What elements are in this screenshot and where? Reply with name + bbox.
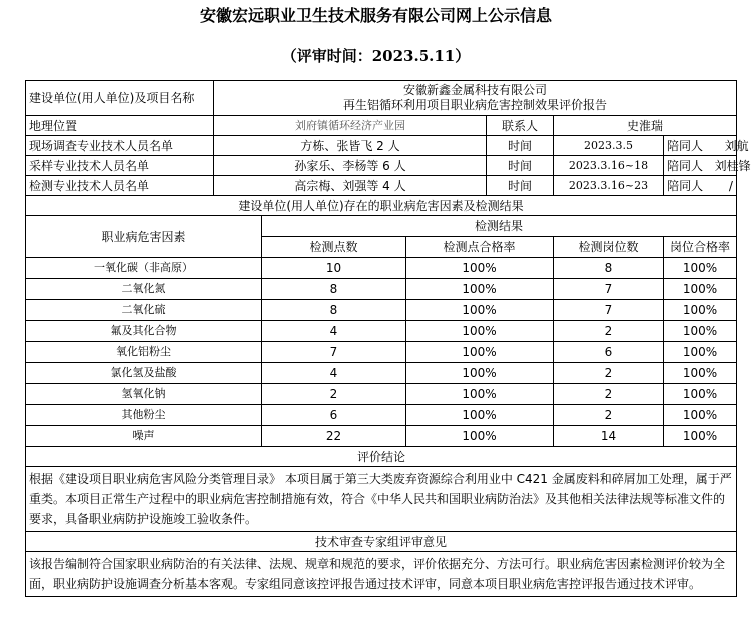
testing-companion-value: /: [728, 178, 733, 193]
conclusion-title: 评价结论: [26, 447, 737, 467]
testing-companion-label: 陪同人: [667, 178, 704, 193]
unit-project-cell: [214, 81, 737, 116]
hazard-factor: 氟及其化合物: [26, 321, 262, 342]
testing-time-label: 时间: [487, 176, 554, 196]
expert-title-row: [26, 532, 737, 552]
sampling-time: 2023.3.16~18: [554, 156, 664, 176]
survey-time: 2023.3.5: [554, 136, 664, 156]
hazard-point-rate: 100%: [406, 300, 554, 321]
hazards-section-title: 建设单位(用人单位)存在的职业病危害因素及检测结果: [26, 196, 737, 216]
hazard-points: 8: [262, 300, 406, 321]
sampling-staff: 孙家乐、李杨等 6 人: [214, 156, 487, 176]
survey-label: 现场调查专业技术人员名单: [26, 136, 214, 156]
unit-row: [26, 81, 737, 116]
col-point-rate-header: 检测点合格率: [406, 237, 554, 258]
hazard-post-rate: 100%: [664, 321, 737, 342]
hazard-posts: 2: [554, 363, 664, 384]
survey-row: [26, 136, 737, 156]
hazard-points: 4: [262, 363, 406, 384]
hazard-row: [26, 300, 737, 321]
sampling-companion: [664, 156, 751, 176]
testing-companion: [664, 176, 737, 196]
review-time: （评审时间：2023.5.11）: [281, 47, 471, 65]
hazard-points: 7: [262, 342, 406, 363]
unit-label: 建设单位(用人单位)及项目名称: [26, 81, 214, 116]
hazard-row: [26, 363, 737, 384]
hazard-row: [26, 426, 737, 447]
expert-text: 该报告编制符合国家职业病防治的有关法律、法规、规章和规范的要求，评价依据充分、方法可行。职业病危害因素检测评价较为全面，职业病防护设施调查分析基本客观。专家组同意该控评报告通过技术评审，同意本项目职业病危害控评报告通过技术评审。: [26, 552, 737, 597]
hazard-posts: 7: [554, 279, 664, 300]
hazard-point-rate: 100%: [406, 384, 554, 405]
conclusion-text: 根据《建设项目职业病危害风险分类管理目录》 本项目属于第三大类废弃资源综合利用业中 C421 金属废料和碎屑加工处理，属于严重类。本项目正常生产过程中的职业病危害控制措施有效，符合《中华人民共和国职业病防治法》及其他相关法律法规等标准文件的要求，具备职业病防护设施竣工验收条件。: [26, 467, 737, 532]
hazard-posts: 6: [554, 342, 664, 363]
expert-title: 技术审查专家组评审意见: [26, 532, 737, 552]
testing-staff: 高宗梅、刘强等 4 人: [214, 176, 487, 196]
factor-header: 职业病危害因素: [26, 216, 262, 258]
hazard-posts: 2: [554, 321, 664, 342]
conclusion-title-row: [26, 447, 737, 467]
hazard-row: [26, 321, 737, 342]
hazard-point-rate: 100%: [406, 321, 554, 342]
unit-name: 安徽新鑫金属科技有限公司: [403, 83, 548, 97]
testing-row: [26, 176, 737, 196]
location-label: 地理位置: [26, 116, 214, 136]
col-post-rate-header: 岗位合格率: [664, 237, 737, 258]
hazard-row: [26, 342, 737, 363]
hazard-point-rate: 100%: [406, 342, 554, 363]
sampling-companion-value: 刘桂锋: [714, 158, 751, 173]
survey-companion: [664, 136, 749, 156]
hazard-factor: 氢氧化钠: [26, 384, 262, 405]
hazard-points: 10: [262, 258, 406, 279]
hazard-point-rate: 100%: [406, 405, 554, 426]
hazard-factor: 氧化铝粉尘: [26, 342, 262, 363]
hazard-points: 22: [262, 426, 406, 447]
location-value: 刘府镇循环经济产业园: [214, 116, 487, 136]
hazard-points: 6: [262, 405, 406, 426]
contact-value: 史淮瑞: [554, 116, 737, 136]
page-title: 安徽宏远职业卫生技术服务有限公司网上公示信息: [199, 6, 552, 25]
hazard-point-rate: 100%: [406, 426, 554, 447]
hazard-post-rate: 100%: [664, 384, 737, 405]
hazard-factor: 氯化氢及盐酸: [26, 363, 262, 384]
hazard-post-rate: 100%: [664, 258, 737, 279]
project-name: 再生铝循环利用项目职业病危害控制效果评价报告: [343, 98, 608, 112]
hazard-posts: 2: [554, 405, 664, 426]
hazard-factor: 二氧化氮: [26, 279, 262, 300]
disclosure-table: [25, 80, 751, 597]
location-row: [26, 116, 737, 136]
survey-companion-value: 刘航: [724, 138, 749, 153]
testing-time: 2023.3.16~23: [554, 176, 664, 196]
hazard-row: [26, 279, 737, 300]
hazard-point-rate: 100%: [406, 279, 554, 300]
hazard-posts: 7: [554, 300, 664, 321]
results-header: 检测结果: [262, 216, 737, 237]
hazard-row: [26, 384, 737, 405]
contact-label: 联系人: [487, 116, 554, 136]
hazard-row: [26, 405, 737, 426]
expert-text-row: [26, 552, 737, 597]
hazard-post-rate: 100%: [664, 426, 737, 447]
sampling-row: [26, 156, 737, 176]
survey-companion-label: 陪同人: [667, 138, 704, 153]
hazard-post-rate: 100%: [664, 300, 737, 321]
hazard-post-rate: 100%: [664, 279, 737, 300]
testing-label: 检测专业技术人员名单: [26, 176, 214, 196]
hazard-posts: 2: [554, 384, 664, 405]
hazard-row: [26, 258, 737, 279]
hazard-post-rate: 100%: [664, 405, 737, 426]
hazard-point-rate: 100%: [406, 258, 554, 279]
sampling-time-label: 时间: [487, 156, 554, 176]
hazard-factor: 二氧化硫: [26, 300, 262, 321]
sampling-label: 采样专业技术人员名单: [26, 156, 214, 176]
hazard-factor: 噪声: [26, 426, 262, 447]
hazard-post-rate: 100%: [664, 342, 737, 363]
hazard-point-rate: 100%: [406, 363, 554, 384]
hazard-points: 2: [262, 384, 406, 405]
hazards-header-row-1: [26, 216, 737, 237]
hazard-factor: 一氧化碳（非高原）: [26, 258, 262, 279]
hazard-points: 4: [262, 321, 406, 342]
sampling-companion-label: 陪同人: [667, 158, 704, 173]
survey-time-label: 时间: [487, 136, 554, 156]
survey-staff: 方栋、张皆飞 2 人: [214, 136, 487, 156]
col-posts-header: 检测岗位数: [554, 237, 664, 258]
hazard-post-rate: 100%: [664, 363, 737, 384]
hazard-posts: 14: [554, 426, 664, 447]
conclusion-text-row: [26, 467, 737, 532]
hazard-points: 8: [262, 279, 406, 300]
col-points-header: 检测点数: [262, 237, 406, 258]
hazard-factor: 其他粉尘: [26, 405, 262, 426]
hazards-section-row: [26, 196, 737, 216]
hazard-posts: 8: [554, 258, 664, 279]
